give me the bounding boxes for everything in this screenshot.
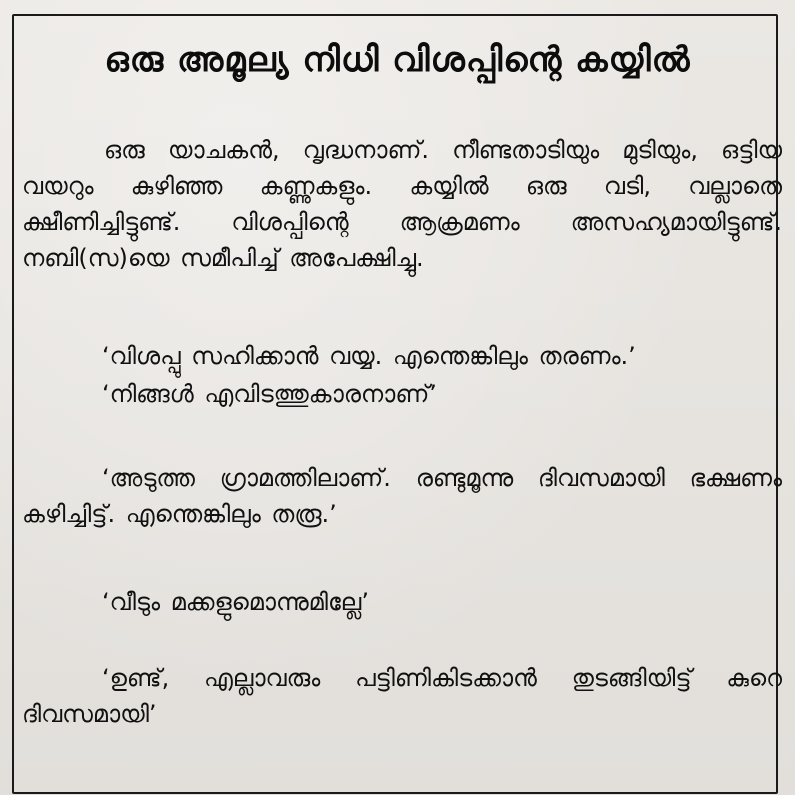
article-title: ഒരു അമൂല്യ നിധി വിശപ്പിന്റെ കയ്യിൽ [104, 40, 691, 80]
dialogue-line: ‘വിശപ്പു സഹിക്കാൻ വയ്യ. എന്തെങ്കിലും തരണം.’ [102, 342, 636, 370]
dialogue-line: ‘വീടും മക്കളുമൊന്നുമില്ലേ’ [102, 588, 369, 616]
dialogue-line: ‘അടുത്ത ഗ്രാമത്തിലാണ്. രണ്ടുമൂന്നു ദിവസമായി ഭക്ഷണം കഴിച്ചിട്ട്. എന്തെങ്കിലും തരൂ.’ [22, 464, 782, 528]
dialogue-line: ‘ഉണ്ട്, എല്ലാവരും പട്ടിണികിടക്കാൻ തുടങ്ങിയിട്ട് കുറെ ദിവസമായി’ [22, 664, 782, 728]
intro-paragraph: ഒരു യാചകൻ, വൃദ്ധനാണ്. നീണ്ടതാടിയും മുടിയും, ഒട്ടിയ വയറും കുഴിഞ്ഞ കണ്ണുകളും. കയ്യിൽ ഒരു വടി, വല്ലാതെ ക്ഷീണിച്ചിട്ടുണ്ട്. വിശപ്പിന്റെ ആക്രമണം അസഹ്യമായിട്ടുണ്ട്. നബി(സ)യെ സമീപിച്ച് അപേക്ഷിച്ചു. [22, 136, 782, 272]
dialogue-line: ‘നിങ്ങൾ എവിടത്തുകാരനാണ്’ [102, 380, 437, 408]
